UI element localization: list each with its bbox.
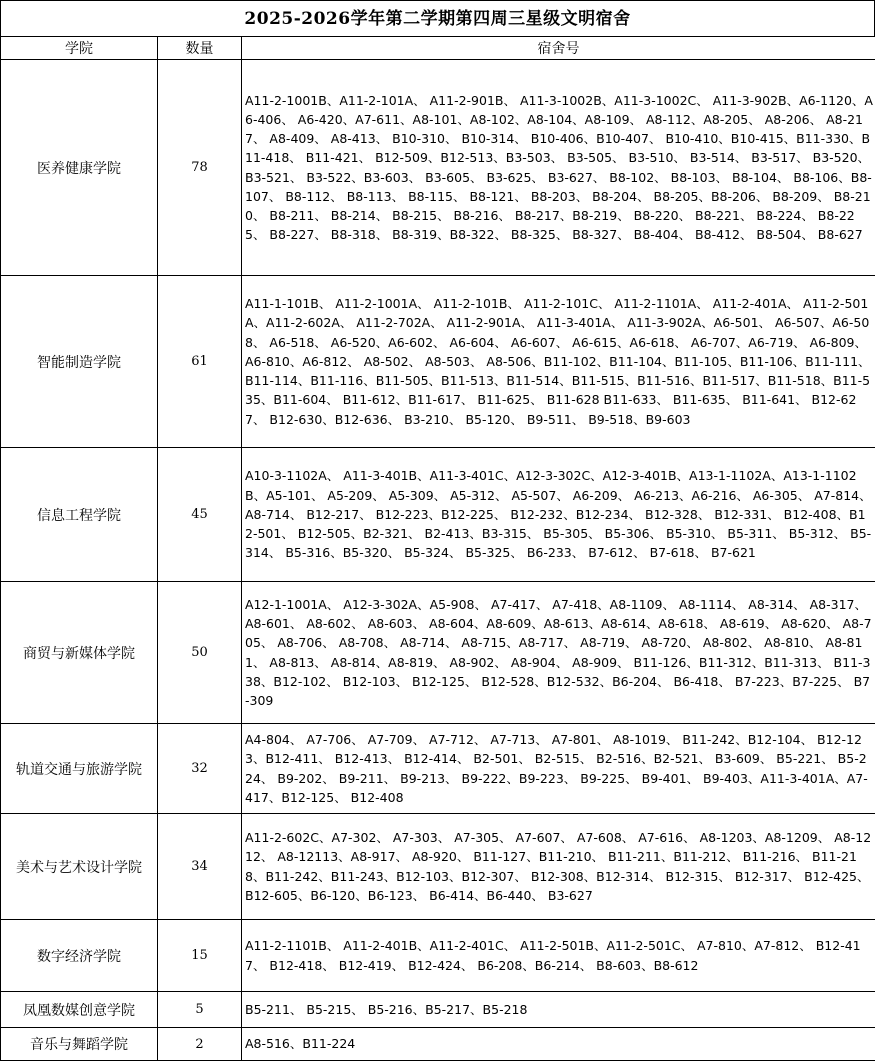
header-college[interactable]: 学院 <box>1 37 158 60</box>
table-row <box>1 1028 875 1061</box>
college-cell[interactable]: 美术与艺术设计学院 <box>1 814 158 920</box>
rooms-cell[interactable]: A4-804、 A7-706、 A7-709、 A7-712、 A7-713、 A7-801、 A8-1019、 B11-242、B12-104、 B12-123、B12-411、 B12-413、 B12-414、 B2-501、 B2-515、 B2-516、B2-521、 B3-609、 B5-221、 B5-224、 B9-202、 B9-211、 B9-213、 B9-222、B9-223、 B9-225、 B9-401、 B9-403、A11-3-401A、A7-417、B12-125、 B12-408 <box>242 724 875 814</box>
count-cell[interactable]: 15 <box>158 920 242 992</box>
table-row <box>1 992 875 1028</box>
college-cell[interactable]: 智能制造学院 <box>1 276 158 448</box>
count-cell[interactable]: 2 <box>158 1028 242 1061</box>
rooms-cell[interactable]: A12-1-1001A、 A12-3-302A、A5-908、 A7-417、 A7-418、A8-1109、 A8-1114、 A8-314、 A8-317、 A8-601、 A8-602、 A8-603、 A8-604、A8-609、A8-613、A8-614、A8-618、 A8-619、 A8-620、 A8-705、 A8-706、 A8-708、 A8-714、 A8-715、A8-717、 A8-719、 A8-720、 A8-802、 A8-810、 A8-811、 A8-813、 A8-814、A8-819、 A8-902、 A8-904、 A8-909、 B11-126、B11-312、B11-313、 B11-338、B12-102、 B12-103、 B12-125、 B12-528、B12-532、B6-204、 B6-418、 B7-223、B7-225、 B7-309 <box>242 582 875 724</box>
rooms-cell[interactable]: A10-3-1102A、 A11-3-401B、A11-3-401C、A12-3-302C、A12-3-401B、A13-1-1102A、A13-1-1102B、A5-101、 A5-209、 A5-309、 A5-312、 A5-507、 A6-209、 A6-213、A6-216、 A6-305、 A7-814、 A8-714、 B12-217、 B12-223、B12-225、 B12-232、B12-234、 B12-328、 B12-331、 B12-408、B12-501、 B12-505、B2-321、 B2-413、B3-315、 B5-305、 B5-306、 B5-310、 B5-311、 B5-312、 B5-314、 B5-316、B5-320、 B5-324、 B5-325、 B6-233、 B7-612、 B7-618、 B7-621 <box>242 448 875 582</box>
rooms-cell[interactable]: A11-1-101B、 A11-2-1001A、 A11-2-101B、 A11-2-101C、 A11-2-1101A、 A11-2-401A、 A11-2-501A、A11-2-602A、 A11-2-702A、 A11-2-901A、 A11-3-401A、 A11-3-902A、A6-501、 A6-507、A6-508、 A6-518、 A6-520、A6-602、 A6-604、 A6-607、 A6-615、A6-618、 A6-707、A6-719、 A6-809、 A6-810、A6-812、 A8-502、 A8-503、 A8-506、B11-102、B11-104、B11-105、B11-106、B11-111、 B11-114、B11-116、B11-505、B11-513、B11-514、B11-515、B11-516、B11-517、B11-518、B11-535、B11-604、 B11-612、B11-617、 B11-625、 B11-628 B11-633、 B11-635、 B11-641、 B12-627、 B12-630、B12-636、 B3-210、 B5-120、 B9-511、 B9-518、B9-603 <box>242 276 875 448</box>
college-cell[interactable]: 音乐与舞蹈学院 <box>1 1028 158 1061</box>
table-row <box>1 582 875 724</box>
rooms-cell[interactable]: A11-2-1001B、A11-2-101A、 A11-2-901B、 A11-3-1002B、A11-3-1002C、 A11-3-902B、A6-1120、A6-406、 A6-420、A7-611、A8-101、A8-102、A8-104、A8-109、 A8-112、A8-205、 A8-206、 A8-217、 A8-409、 A8-413、 B10-310、 B10-314、 B10-406、B10-407、 B10-410、B10-415、B11-330、B11-418、 B11-421、 B12-509、B12-513、B3-503、 B3-505、 B3-510、 B3-514、 B3-517、 B3-520、 B3-521、 B3-522、B3-603、 B3-605、 B3-625、 B3-627、 B8-102、 B8-103、 B8-104、 B8-106、B8-107、 B8-112、 B8-113、 B8-115、 B8-121、 B8-203、 B8-204、 B8-205、B8-206、 B8-209、 B8-210、 B8-211、 B8-214、 B8-215、 B8-216、 B8-217、B8-219、 B8-220、 B8-221、 B8-224、 B8-225、 B8-227、 B8-318、 B8-319、B8-322、 B8-325、 B8-327、 B8-404、 B8-412、 B8-504、 B8-627 <box>242 60 875 276</box>
rooms-cell[interactable]: A11-2-602C、A7-302、 A7-303、 A7-305、 A7-607、 A7-608、 A7-616、 A8-1203、A8-1209、 A8-1212、 A8-12113、A8-917、 A8-920、 B11-127、B11-210、 B11-211、B11-212、 B11-216、 B11-218、B11-242、B11-243、B12-103、B12-307、 B12-308、B12-314、 B12-315、 B12-317、 B12-425、B12-605、B6-120、B6-123、 B6-414、B6-440、 B3-627 <box>242 814 875 920</box>
rooms-cell[interactable]: A8-516、B11-224 <box>242 1028 875 1061</box>
table-row <box>1 60 875 276</box>
table-row <box>1 724 875 814</box>
header-row <box>1 37 875 60</box>
college-cell[interactable]: 医养健康学院 <box>1 60 158 276</box>
college-cell[interactable]: 商贸与新媒体学院 <box>1 582 158 724</box>
dorm-table <box>0 36 875 1061</box>
rooms-cell[interactable]: B5-211、 B5-215、 B5-216、B5-217、B5-218 <box>242 992 875 1028</box>
header-rooms[interactable]: 宿舍号 <box>242 37 875 60</box>
college-cell[interactable]: 轨道交通与旅游学院 <box>1 724 158 814</box>
table-row <box>1 920 875 992</box>
count-cell[interactable]: 50 <box>158 582 242 724</box>
college-cell[interactable]: 数字经济学院 <box>1 920 158 992</box>
count-cell[interactable]: 34 <box>158 814 242 920</box>
college-cell[interactable]: 凤凰数媒创意学院 <box>1 992 158 1028</box>
count-cell[interactable]: 45 <box>158 448 242 582</box>
header-count[interactable]: 数量 <box>158 37 242 60</box>
rooms-cell[interactable]: A11-2-1101B、 A11-2-401B、A11-2-401C、 A11-2-501B、A11-2-501C、 A7-810、A7-812、 B12-417、 B12-418、 B12-419、 B12-424、 B6-208、B6-214、 B8-603、B8-612 <box>242 920 875 992</box>
table-row <box>1 814 875 920</box>
sheet-title: 2025-2026学年第二学期第四周三星级文明宿舍 <box>0 0 875 36</box>
table-row <box>1 448 875 582</box>
table-row <box>1 276 875 448</box>
count-cell[interactable]: 5 <box>158 992 242 1028</box>
count-cell[interactable]: 78 <box>158 60 242 276</box>
count-cell[interactable]: 32 <box>158 724 242 814</box>
count-cell[interactable]: 61 <box>158 276 242 448</box>
college-cell[interactable]: 信息工程学院 <box>1 448 158 582</box>
